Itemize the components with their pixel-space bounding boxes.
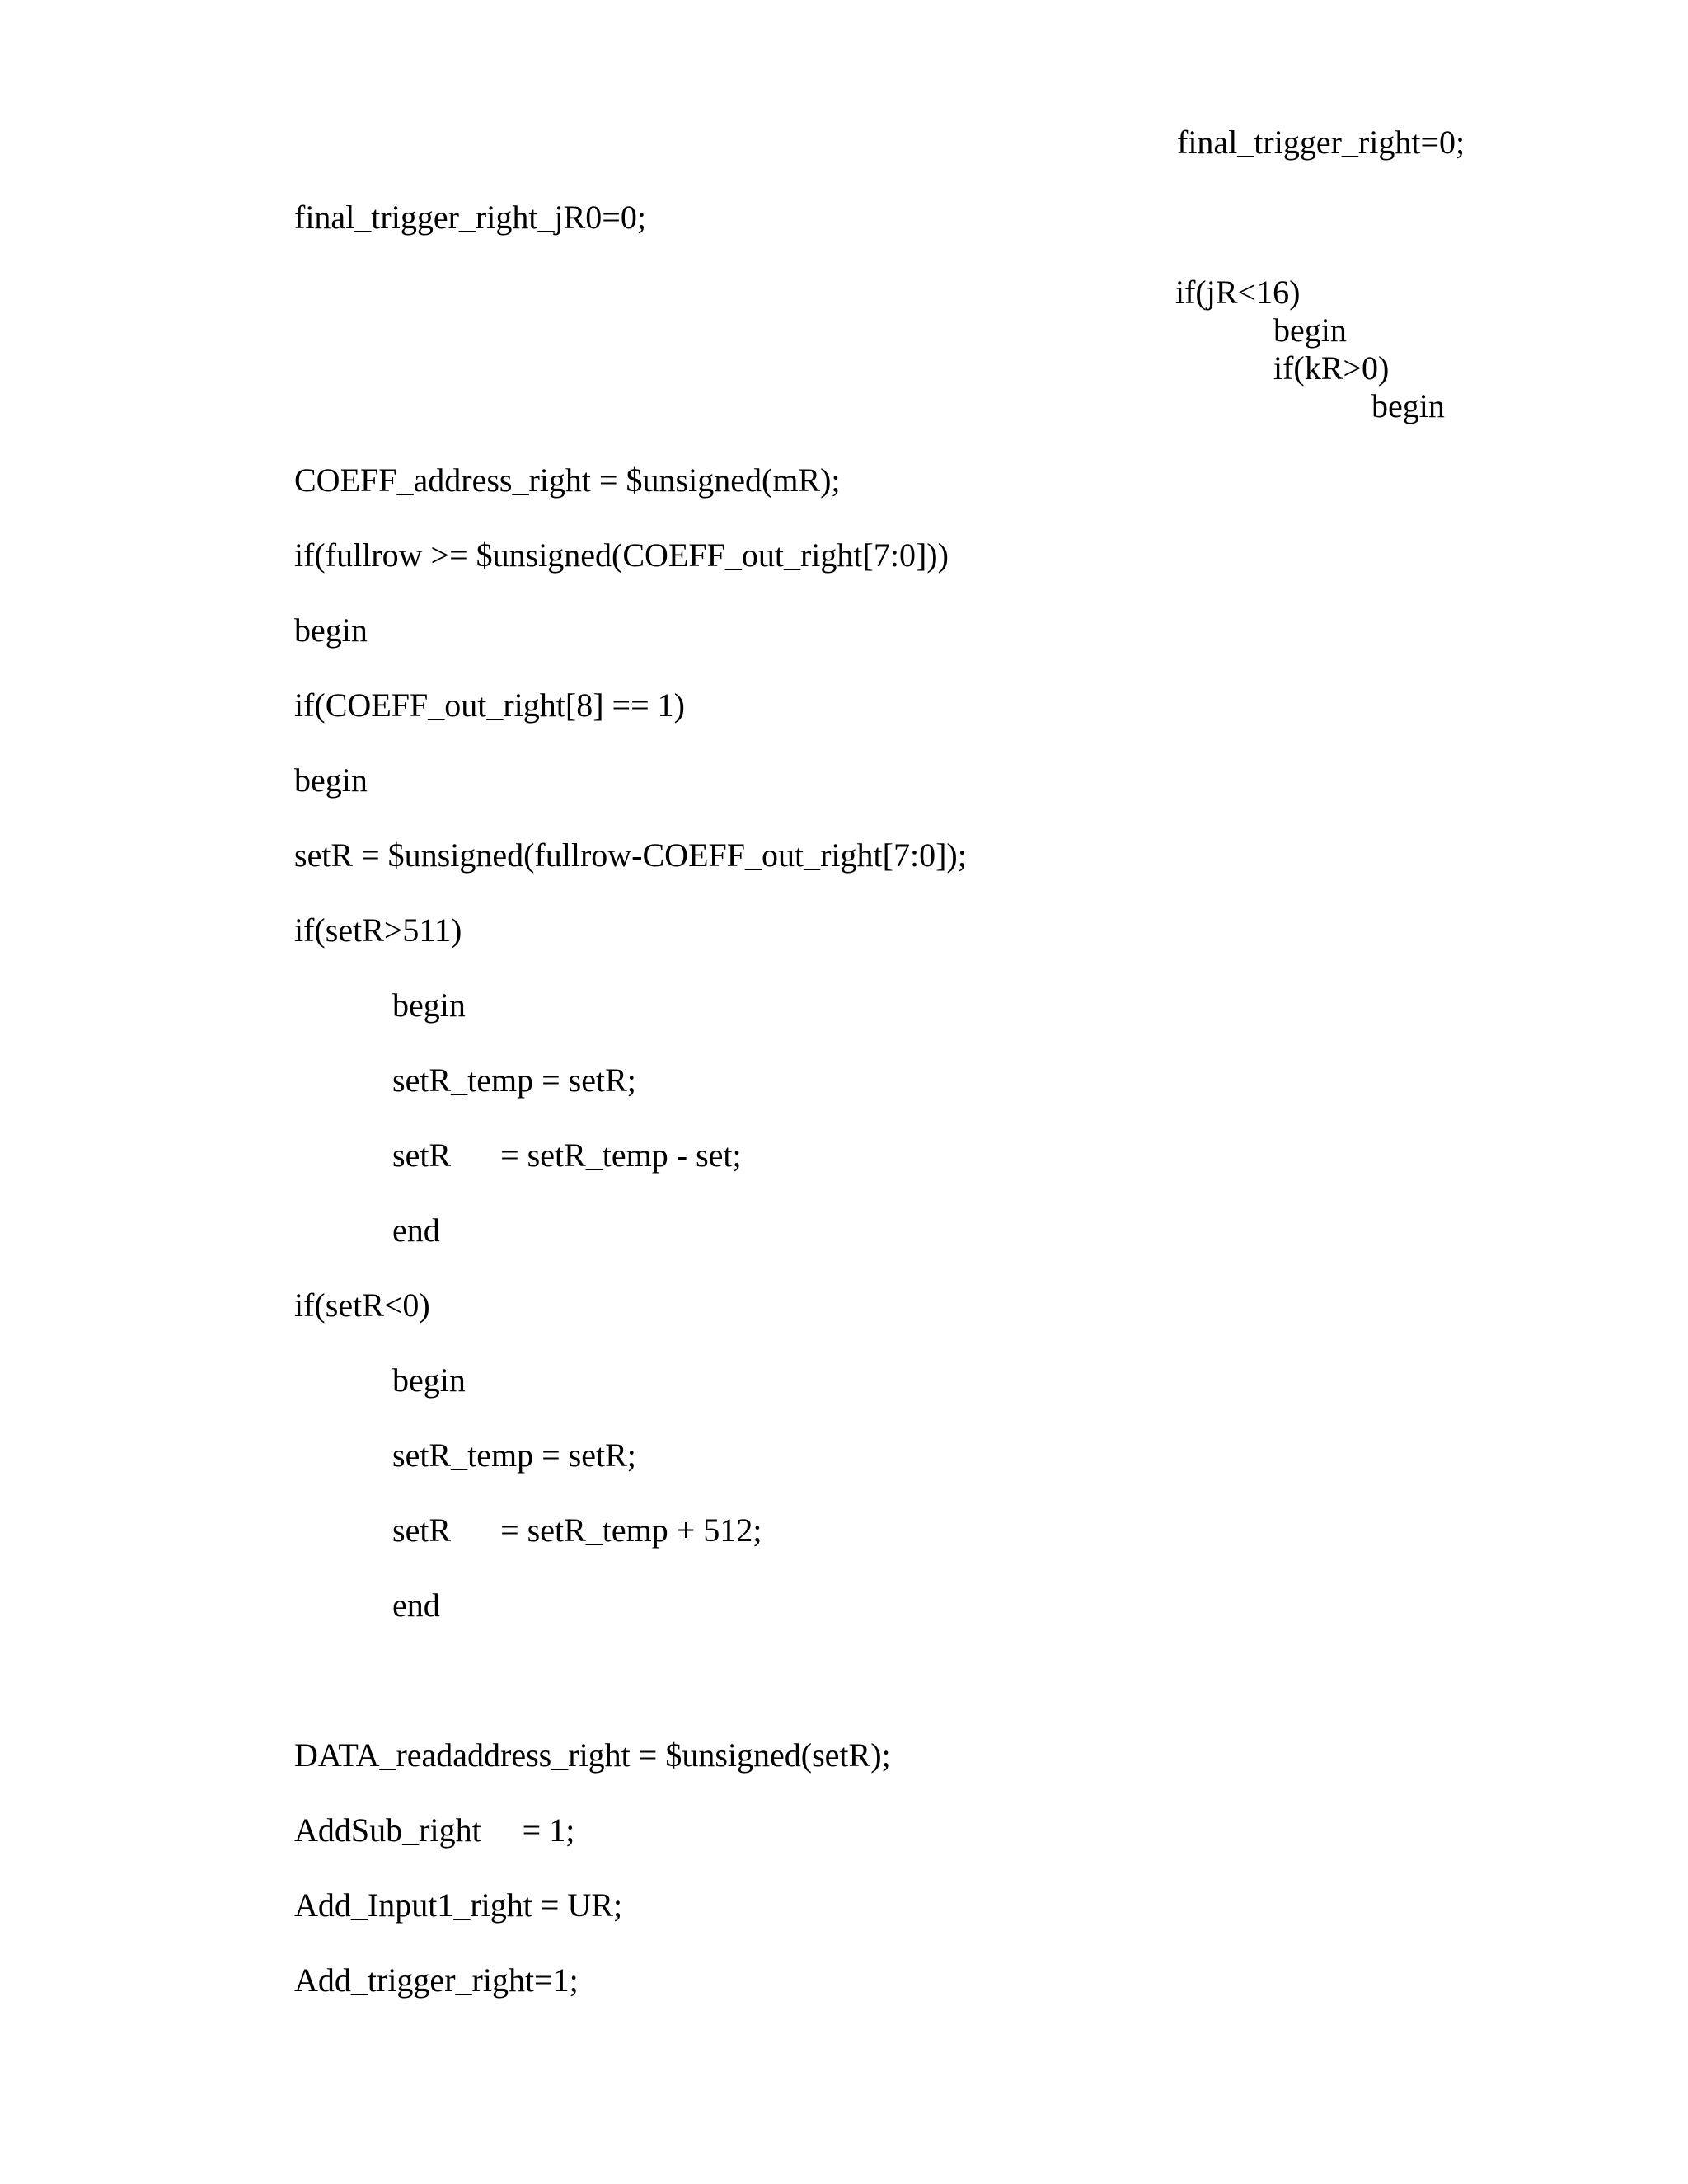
code-line: Add_Input1_right = UR; — [294, 1886, 623, 1924]
code-line: AddSub_right = 1; — [294, 1811, 575, 1849]
code-line: if(kR>0) — [1273, 349, 1390, 387]
code-line: setR = $unsigned(fullrow-COEFF_out_right[7:0]); — [294, 837, 967, 874]
code-line: setR = setR_temp - set; — [392, 1137, 742, 1174]
code-line: final_trigger_right=0; — [1177, 124, 1465, 161]
code-line: begin — [1372, 387, 1445, 424]
code-line: if(setR<0) — [294, 1286, 430, 1324]
code-line: setR_temp = setR; — [392, 1062, 636, 1099]
code-line: begin — [392, 987, 466, 1024]
code-line: setR = setR_temp + 512; — [392, 1511, 762, 1549]
code-line: DATA_readaddress_right = $unsigned(setR); — [294, 1736, 891, 1774]
code-line: if(jR<16) — [1175, 274, 1301, 311]
code-line: end — [392, 1586, 440, 1624]
code-line: begin — [294, 612, 368, 649]
code-line: Add_trigger_right=1; — [294, 1961, 579, 1999]
code-line: if(fullrow >= $unsigned(COEFF_out_right[7:0])) — [294, 537, 949, 574]
code-line: begin — [392, 1361, 466, 1399]
code-line: setR_temp = setR; — [392, 1436, 636, 1474]
code-line: if(setR>511) — [294, 912, 462, 949]
code-line: begin — [1273, 312, 1347, 349]
code-line: final_trigger_right_jR0=0; — [294, 199, 646, 236]
code-line: end — [392, 1212, 440, 1249]
code-line: COEFF_address_right = $unsigned(mR); — [294, 462, 841, 499]
code-line: begin — [294, 762, 368, 799]
code-line: if(COEFF_out_right[8] == 1) — [294, 687, 685, 724]
